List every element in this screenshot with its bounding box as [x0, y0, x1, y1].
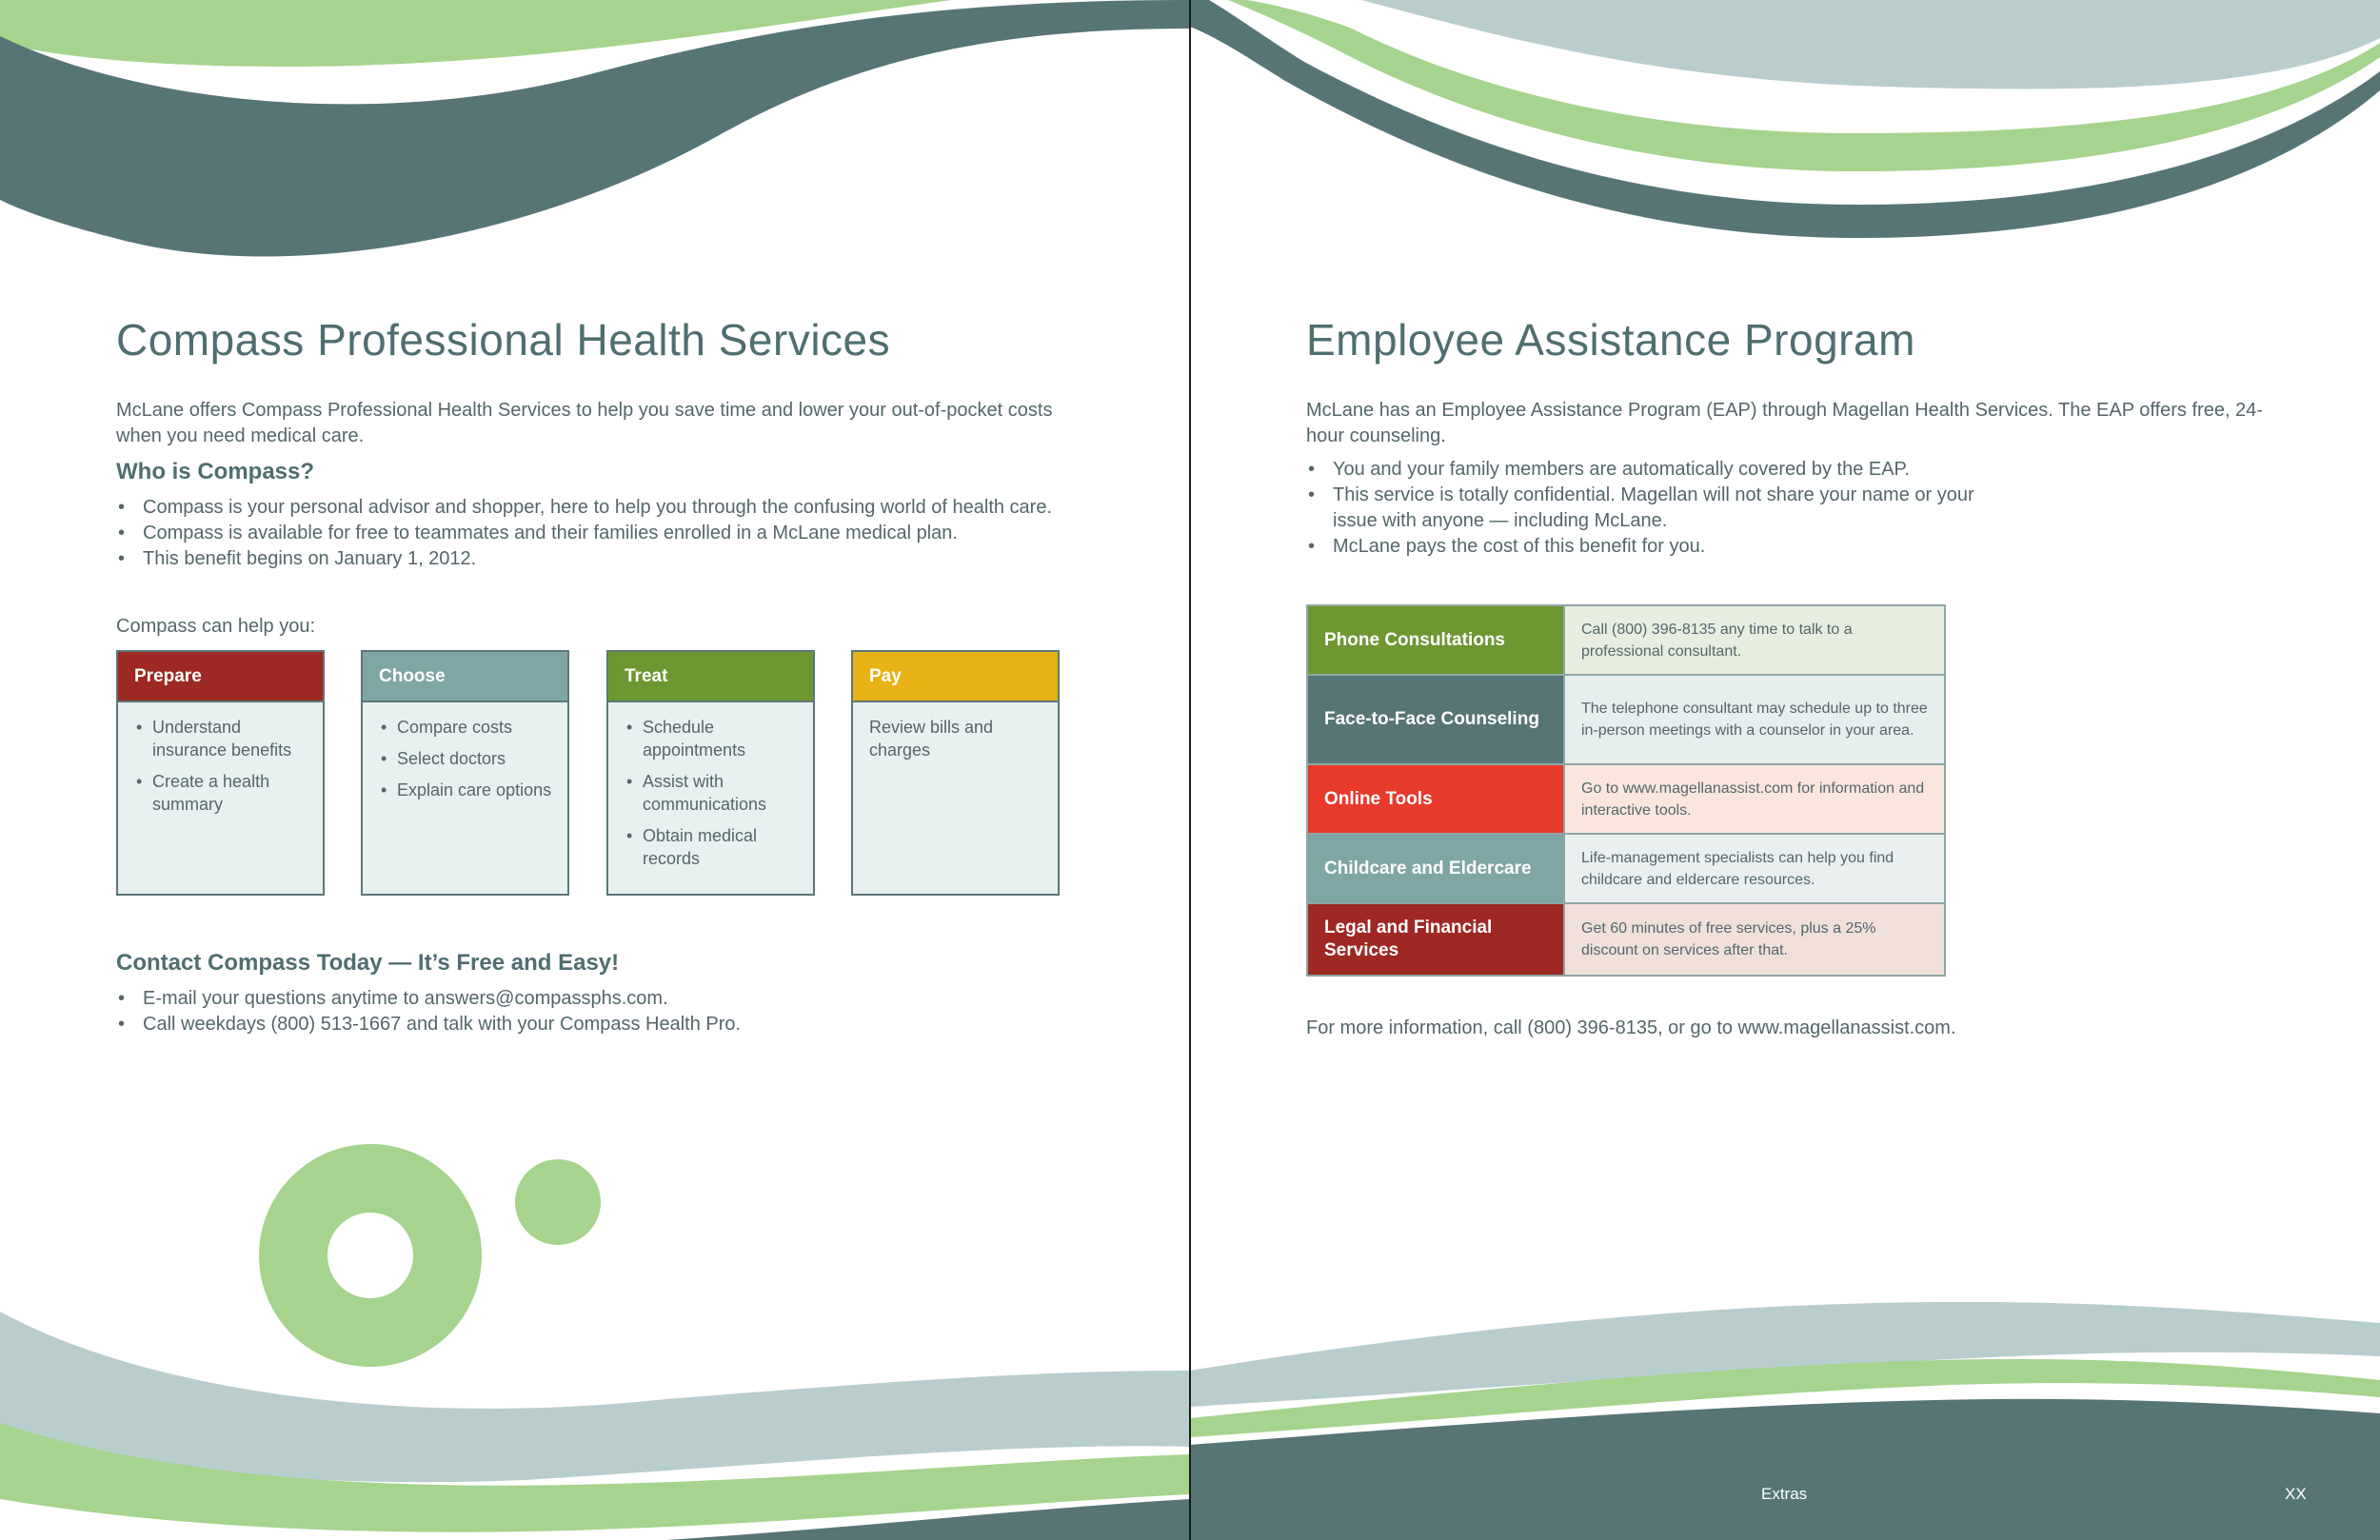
help-intro: Compass can help you:: [116, 616, 316, 637]
page-title: Compass Professional Health Services: [116, 315, 891, 365]
service-label: Phone Consultations: [1307, 605, 1564, 675]
contact-bullet-list: [116, 986, 1078, 1037]
box-list-item: • Obtain medical records: [625, 824, 803, 870]
prepare-box: [116, 650, 325, 896]
box-list-item: • Understand insurance benefits: [134, 716, 313, 761]
intro-paragraph: McLane offers Compass Professional Health Services to help you save time and lower your out-of-pocket costs when you need medical care.: [116, 400, 1053, 446]
pay-box: [851, 650, 1060, 896]
treat-box: [606, 650, 815, 896]
pay-box-text: Review bills and charges: [869, 718, 994, 760]
donut-hole: [327, 1213, 413, 1298]
prepare-box-title: Prepare: [118, 652, 323, 702]
service-description: Life-management specialists can help you find childcare and eldercare resources.: [1564, 834, 1945, 903]
service-label: Face-to-Face Counseling: [1307, 675, 1564, 764]
choose-box: [361, 650, 569, 896]
bullet-item: • This service is totally confidential. Magellan will not share your name or your issue with anyone — including McLane.: [1306, 483, 1992, 534]
bullet-item: • McLane pays the cost of this benefit for you.: [1306, 534, 1992, 560]
treat-box-title: Treat: [608, 652, 813, 702]
box-list-item: • Explain care options: [379, 779, 558, 801]
right-page: [1190, 0, 2380, 1540]
bullet-item: • This benefit begins on January 1, 2012.: [116, 546, 1078, 572]
choose-box-title: Choose: [363, 652, 567, 702]
page-spine-divider: [1189, 0, 1191, 1540]
table-row: [1307, 764, 1945, 834]
service-label: Childcare and Eldercare: [1307, 834, 1564, 903]
pay-box-title: Pay: [853, 652, 1058, 702]
bullet-item: • Call weekdays (800) 513-1667 and talk with your Compass Health Pro.: [116, 1012, 1078, 1037]
table-row: [1307, 903, 1945, 976]
service-label: Legal and Financial Services: [1307, 903, 1564, 976]
bottom-wave-grey: [0, 1312, 1190, 1482]
intro-paragraph: McLane has an Employee Assistance Program (EAP) through Magellan Health Services. The EAP offers free, 24-hour counseling.: [1306, 400, 2263, 446]
eap-bullet-list: [1306, 457, 1992, 560]
service-description: Go to www.magellanassist.com for information and interactive tools.: [1564, 764, 1945, 834]
bullet-item: • Compass is your personal advisor and shopper, here to help you through the confusing world of health care.: [116, 495, 1078, 521]
who-heading: Who is Compass?: [116, 459, 315, 484]
bullet-item: • You and your family members are automatically covered by the EAP.: [1306, 457, 1992, 483]
bullet-item: • E-mail your questions anytime to answers@compassphs.com.: [116, 986, 1078, 1012]
who-bullet-list: [116, 495, 1078, 572]
table-row: [1307, 675, 1945, 764]
box-list-item: • Create a health summary: [134, 770, 313, 816]
page-title: Employee Assistance Program: [1306, 315, 1915, 365]
bullet-item: • Compass is available for free to teammates and their families enrolled in a McLane medical plan.: [116, 521, 1078, 546]
contact-heading: Contact Compass Today — It’s Free and Easy!: [116, 950, 620, 976]
small-circle-decoration: [515, 1159, 601, 1245]
footer-page-number: XX: [2285, 1485, 2307, 1503]
service-label: Online Tools: [1307, 764, 1564, 834]
table-row: [1307, 834, 1945, 903]
box-list-item: • Compare costs: [379, 716, 558, 739]
eap-services-table: [1306, 604, 1946, 977]
box-list-item: • Schedule appointments: [625, 716, 803, 761]
service-description: The telephone consultant may schedule up to three in-person meetings with a counselor in your area.: [1564, 675, 1945, 764]
service-description: Get 60 minutes of free services, plus a 25% discount on services after that.: [1564, 903, 1945, 976]
box-list-item: • Assist with communications: [625, 770, 803, 816]
table-row: [1307, 605, 1945, 675]
footer-section-label: Extras: [1761, 1485, 1808, 1503]
service-description: Call (800) 396-8135 any time to talk to a professional consultant.: [1564, 605, 1945, 675]
box-list-item: • Select doctors: [379, 747, 558, 770]
more-info-text: For more information, call (800) 396-8135, or go to www.magellanassist.com.: [1306, 1017, 1956, 1038]
